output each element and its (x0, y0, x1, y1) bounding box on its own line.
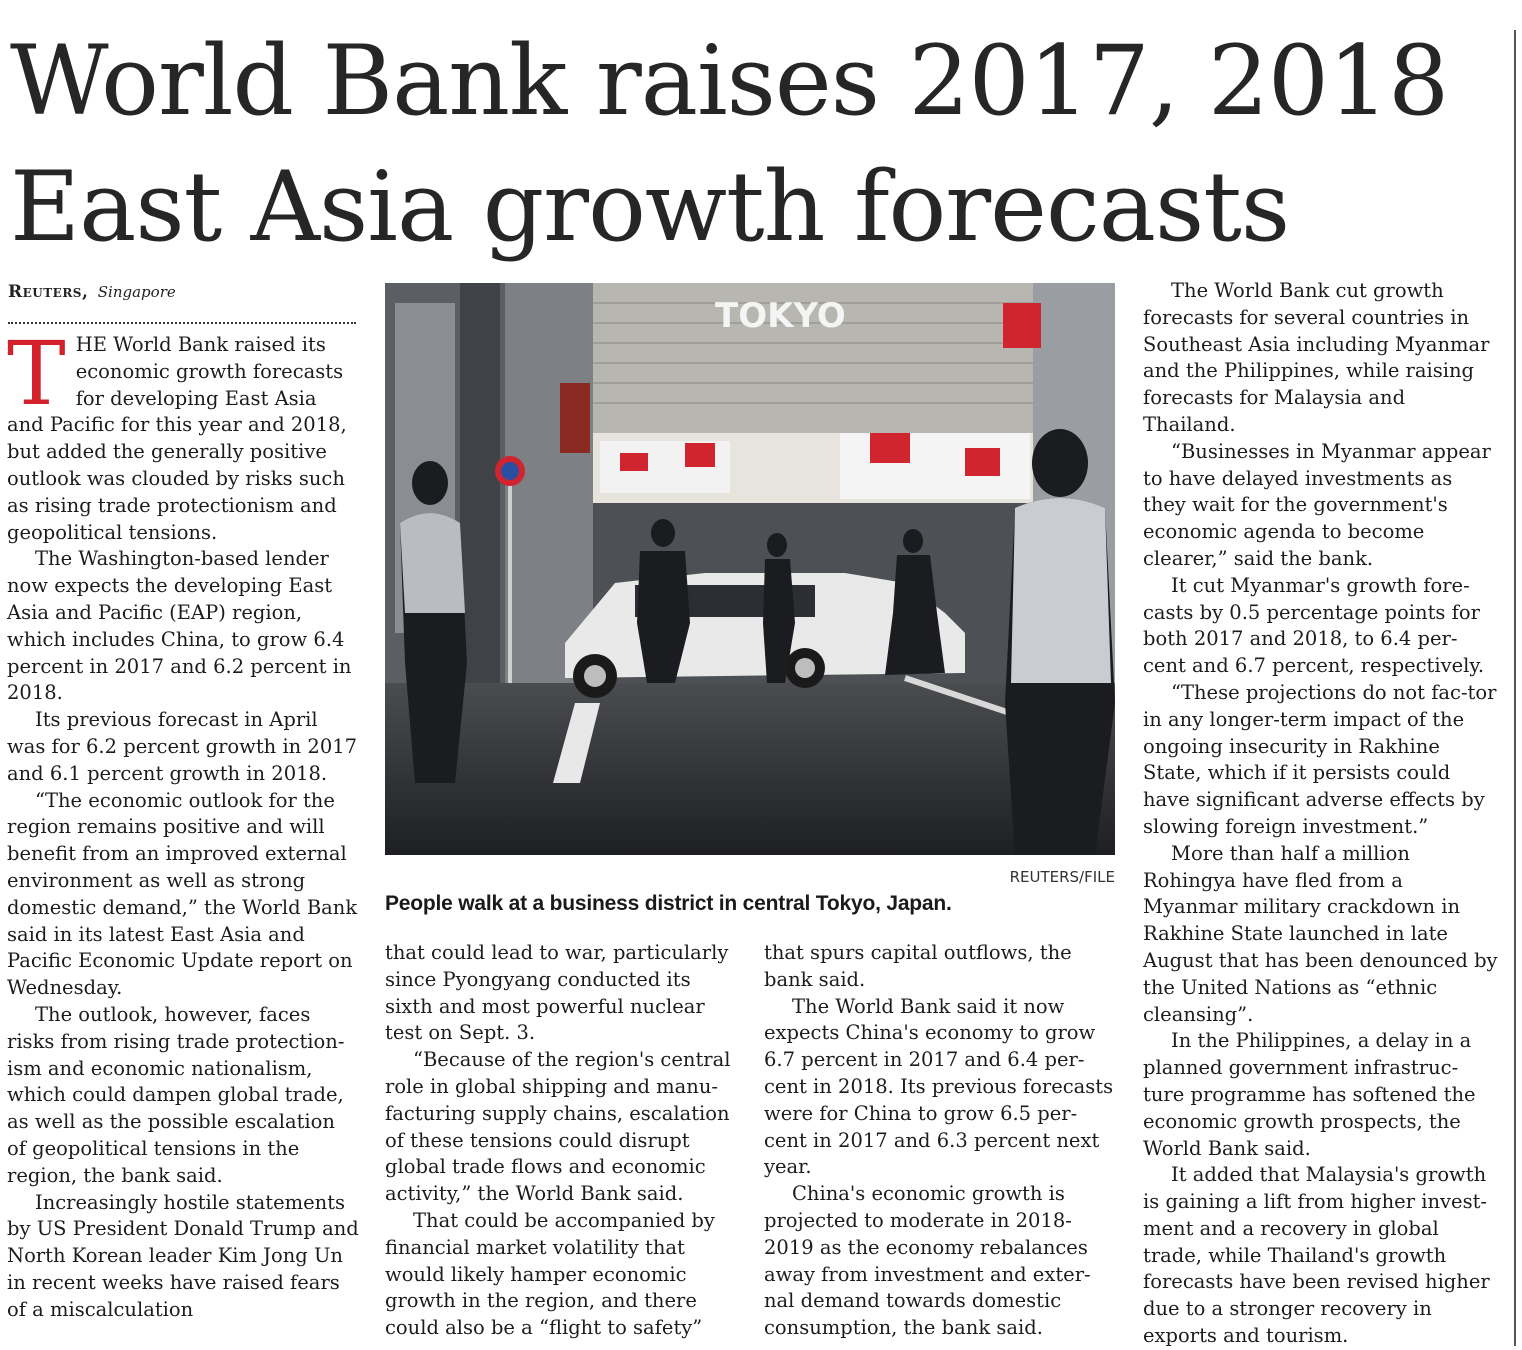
paragraph: “Businesses in Myanmar appear to have delayed investments as they wait for the government's economic agenda to become clearer,” said the bank. (1143, 439, 1491, 570)
paragraph: The World Bank said it now expects China's economy to grow 6.7 percent in 2017 and 6.4 per-cent in 2018. Its previous forecasts were for China to grow 6.5 per-cent in 2017 and 6.3 percent next year. (764, 994, 1114, 1179)
byline-place: Singapore (97, 283, 176, 301)
paragraph: That could be accompanied by financial market volatility that would likely hamper economic growth in the region, and there could also be a “flight to safety” (385, 1208, 715, 1340)
news-photo (385, 283, 1115, 855)
byline (8, 282, 176, 302)
paragraph: HE World Bank raised its economic growth forecasts for developing East Asia and Pacific for this year and 2018, but added the generally positive outlook was clouded by risks such as rising trade protectionism and geopolitical tensions. (7, 333, 347, 544)
byline-agency: Reuters, (8, 282, 89, 302)
paragraph: In the Philippines, a delay in a planned government infrastruc-ture programme has softened the economic growth prospects, the World Bank said. (1143, 1029, 1476, 1160)
article-headline: World Bank raises 2017, 2018 East Asia growth forecasts (10, 25, 1449, 263)
paragraph: Its previous forecast in April was for 6.2 percent growth in 2017 and 6.1 percent growth in 2018. (7, 708, 358, 785)
paragraph: “These projections do not fac-tor in any longer-term impact of the ongoing insecurity in Rakhine State, which if it persists could have significant adverse effects by slowing foreign investment.” (1143, 680, 1497, 838)
photo-credit: REUTERS/FILE (1009, 868, 1115, 886)
paragraph: “The economic outlook for the region remains positive and will benefit from an improved external environment as well as strong domestic demand,” the World Bank said in its latest East Asia and Pacific Economic Update report on Wednesday. (7, 788, 358, 1000)
paragraph: China's economic growth is projected to moderate in 2018-2019 as the economy rebalances away from investment and exter-nal demand towards domestic consumption, the bank said. (764, 1182, 1091, 1340)
paragraph: The World Bank cut growth forecasts for several countries in Southeast Asia including Myanmar and the Philippines, while raising forecasts for Malaysia and Thailand. (1143, 279, 1490, 436)
paragraph: More than half a million Rohingya have fled from a Myanmar military crackdown in Rakhine State launched in late August that has been denounced by the United Nations as “ethnic cleansing”. (1143, 841, 1498, 1026)
paragraph: “Because of the region's central role in global shipping and manu-facturing supply chains, escalation of these tensions could disrupt global trade flows and economic activity,” the World Bank said. (385, 1048, 731, 1206)
tokyo-street-photo (385, 283, 1115, 855)
article-column-4 (1143, 278, 1498, 1350)
paragraph: The outlook, however, faces risks from rising trade protection-ism and economic nationalism, which could dampen global trade, as well as the possible escalation of geopolitical tensions in the region, the bank said. (7, 1002, 345, 1187)
paragraph: It added that Malaysia's growth is gaining a lift from higher invest-ment and a recovery in global trade, while Thailand's growth forecasts have been revised higher due to a stronger recovery in exports and tourism. (1143, 1163, 1490, 1348)
article-column-3 (764, 940, 1116, 1342)
paragraph: Increasingly hostile statements by US President Donald Trump and North Korean leader Kim Jong Un in recent weeks have raised fears of a miscalculation (7, 1190, 359, 1321)
photo-caption: People walk at a business district in central Tokyo, Japan. (385, 892, 952, 915)
drop-cap: T (7, 322, 66, 425)
article-column-2 (385, 940, 735, 1342)
article-column-1 (7, 322, 359, 1323)
page-edge-rule (1514, 30, 1516, 1346)
paragraph: It cut Myanmar's growth fore-casts by 0.5 percentage points for both 2017 and 2018, to 6.4 per-cent and 6.7 percent, respectively. (1143, 573, 1485, 678)
paragraph: that could lead to war, particularly since Pyongyang conducted its sixth and most powerful nuclear test on Sept. 3. (385, 941, 729, 1045)
paragraph: The Washington-based lender now expects the developing East Asia and Pacific (EAP) region, which includes China, to grow 6.4 percent in 2017 and 6.2 percent in 2018. (7, 547, 352, 705)
paragraph: that spurs capital outflows, the bank said. (764, 941, 1072, 991)
tokyo-sign: TOKYO (715, 296, 846, 336)
